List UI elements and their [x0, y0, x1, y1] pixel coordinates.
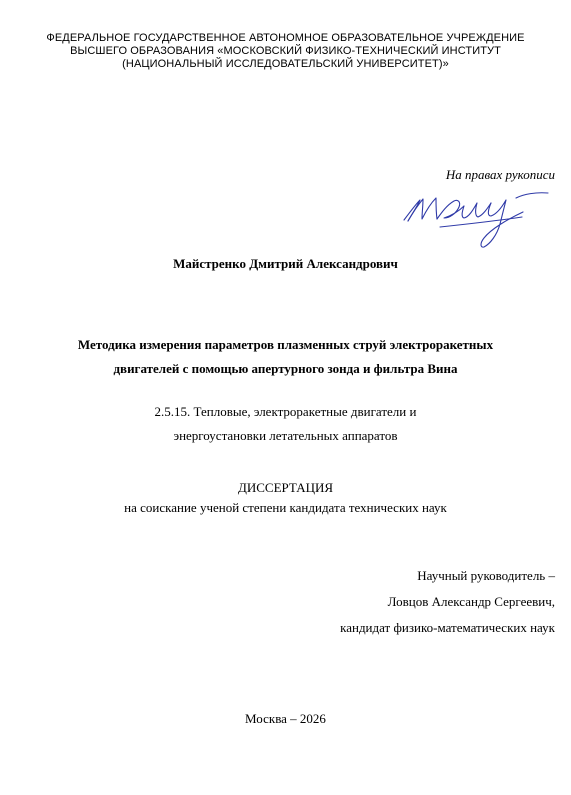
institution-line-2: ВЫСШЕГО ОБРАЗОВАНИЯ «МОСКОВСКИЙ ФИЗИКО-ТЕХНИЧЕСКИЙ ИНСТИТУТ — [70, 45, 501, 57]
supervisor-name: Ловцов Александр Сергеевич, — [387, 594, 555, 609]
specialty-code — [0, 400, 571, 448]
supervisor-degree: кандидат физико-математических наук — [340, 620, 555, 635]
specialty-line-1: 2.5.15. Тепловые, электроракетные двигатели и — [154, 404, 417, 419]
specialty-line-2: энергоустановки летательных аппаратов — [173, 428, 398, 443]
scientific-supervisor — [340, 563, 555, 641]
degree-sought: на соискание ученой степени кандидата технических наук — [124, 500, 447, 515]
city-year: Москва – 2026 — [245, 711, 326, 726]
institution-line-3: (НАЦИОНАЛЬНЫЙ ИССЛЕДОВАТЕЛЬСКИЙ УНИВЕРСИТЕТ)» — [122, 58, 449, 70]
document-type: ДИССЕРТАЦИЯ — [237, 480, 334, 495]
supervisor-role: Научный руководитель – — [417, 568, 555, 583]
title-line-1: Методика измерения параметров плазменных струй электроракетных — [77, 337, 494, 352]
institution-line-1: ФЕДЕРАЛЬНОЕ ГОСУДАРСТВЕННОЕ АВТОНОМНОЕ ОБРАЗОВАТЕЛЬНОЕ УЧРЕЖДЕНИЕ — [46, 32, 525, 44]
title-line-2: двигателей с помощью апертурного зонда и фильтра Вина — [113, 361, 458, 376]
manuscript-rights-note: На правах рукописи — [445, 167, 555, 182]
handwritten-signature — [398, 186, 558, 252]
dissertation-title — [0, 333, 571, 381]
institution-header — [0, 32, 571, 71]
author-name: Майстренко Дмитрий Александрович — [173, 256, 398, 271]
